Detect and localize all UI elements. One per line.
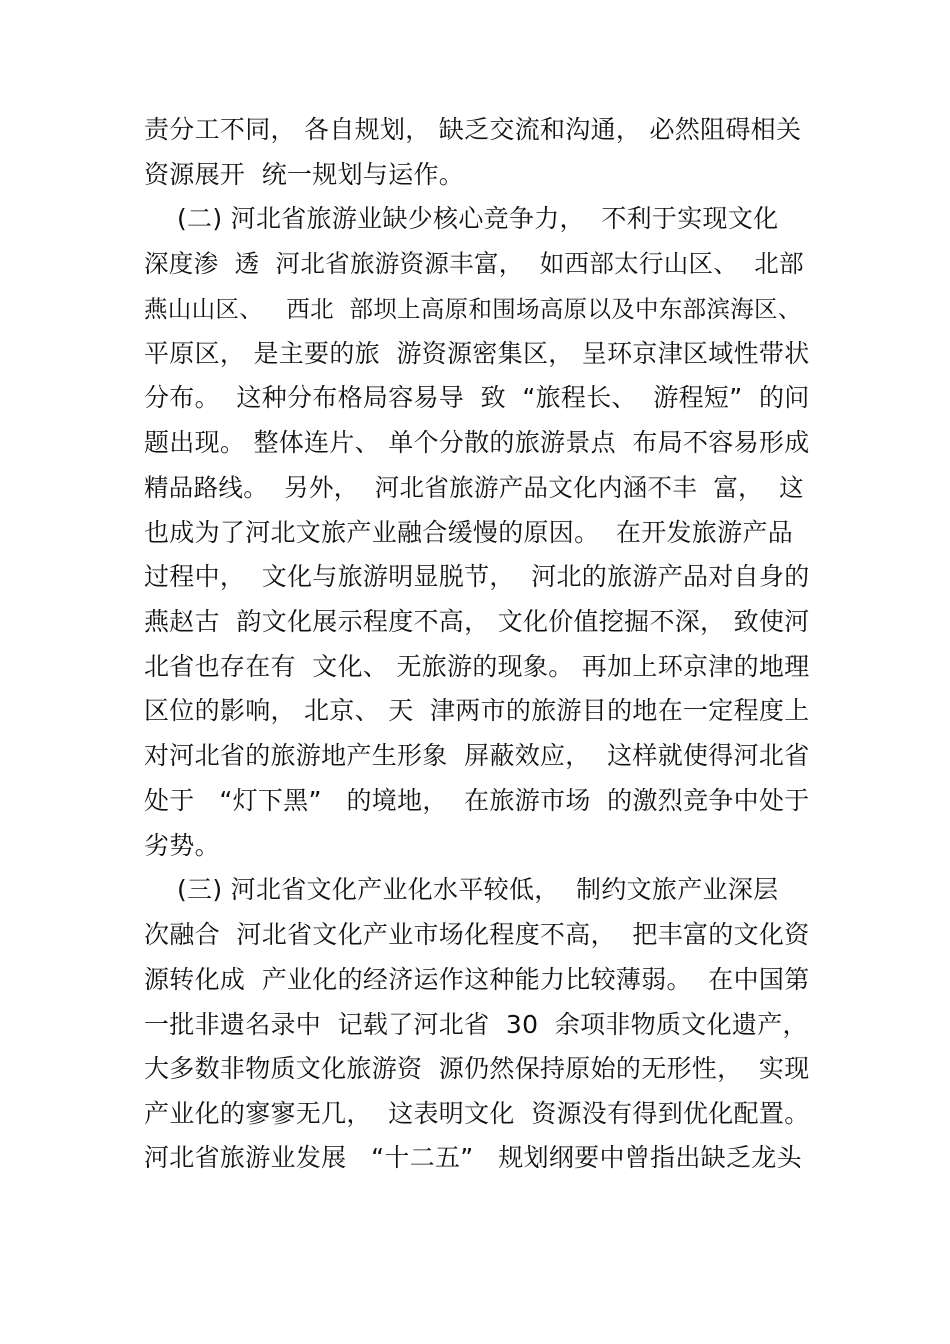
text-line: 河北省旅游业发展 “十二五” 规划纲要中曾指出缺乏龙头: [144, 1143, 802, 1172]
text-line: 源转化成 产业化的经济运作这种能力比较薄弱。 在中国第: [144, 965, 810, 994]
text-line: 产业化的寥寥无几， 这表明文化 资源没有得到优化配置。: [144, 1099, 810, 1128]
section-heading-line: (二) 河北省旅游业缺少核心竞争力， 不利于实现文化: [144, 204, 779, 233]
section-heading-line: (三) 河北省文化产业化水平较低， 制约文旅产业深层: [144, 875, 779, 904]
text-line: 一批非遗名录中 记载了河北省 30 余项非物质文化遗产，: [144, 1010, 808, 1039]
text-line: 大多数非物质文化旅游资 源仍然保持原始的无形性， 实现: [144, 1054, 810, 1083]
text-line: 区位的影响， 北京、 天 津两市的旅游目的地在一定程度上: [144, 696, 810, 725]
text-line: 次融合 河北省文化产业市场化程度不高， 把丰富的文化资: [144, 920, 810, 949]
text-line: 精品路线。 另外， 河北省旅游产品文化内涵不丰 富， 这: [144, 473, 804, 502]
text-line: 分布。 这种分布格局容易导 致 “旅程长、 游程短” 的问: [144, 383, 810, 412]
text-line: 过程中， 文化与旅游明显脱节， 河北的旅游产品对自身的: [144, 562, 810, 591]
text-line: 劣势。: [144, 831, 220, 860]
text-line: 对河北省的旅游地产生形象 屏蔽效应， 这样就使得河北省: [144, 741, 810, 770]
text-line: 资源展开 统一规划与运作。: [144, 160, 465, 189]
text-line: 燕赵古 韵文化展示程度不高， 文化价值挖掘不深， 致使河: [144, 607, 810, 636]
text-line: 深度渗 透 河北省旅游资源丰富， 如西部太行山区、 北部: [144, 249, 804, 278]
text-line: 责分工不同， 各自规划， 缺乏交流和沟通， 必然阻碍相关: [144, 115, 802, 144]
text-line: 燕山山区、 西北 部坝上高原和围场高原以及中东部滨海区、: [144, 295, 802, 323]
text-line: 处于 “灯下黑” 的境地， 在旅游市场 的激烈竞争中处于: [144, 786, 810, 815]
text-line: 也成为了河北文旅产业融合缓慢的原因。 在开发旅游产品: [144, 518, 793, 547]
text-line: 题出现。 整体连片、 单个分散的旅游景点 布局不容易形成: [144, 428, 810, 457]
text-line: 平原区， 是主要的旅 游资源密集区， 呈环京津区域性带状: [144, 339, 810, 368]
text-line: 北省也存在有 文化、 无旅游的现象。 再加上环京津的地理: [144, 652, 810, 681]
